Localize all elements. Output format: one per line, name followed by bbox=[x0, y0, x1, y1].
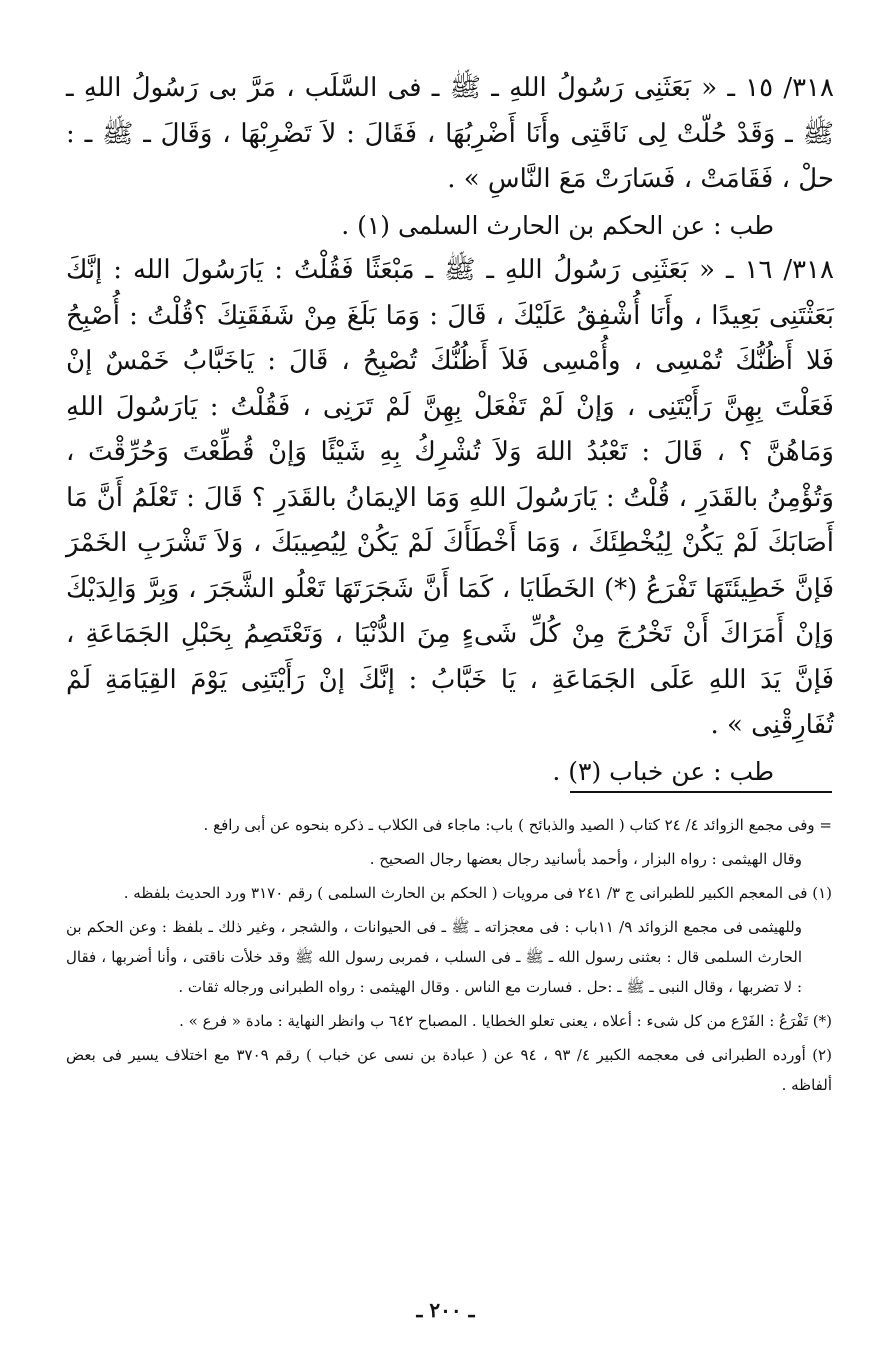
footnote-separator bbox=[570, 791, 832, 793]
footnote-1: (١) فى المعجم الكبير للطبرانى ج ٣/ ٢٤١ فى مرويات ( الحكم بن الحارث السلمى ) رقم ٣١٧٠ ورد الحديث بلفظه . bbox=[123, 884, 832, 902]
main-text bbox=[66, 66, 834, 794]
hadith-16: ٣١٨/ ١٦ ـ « بَعَثَنِى رَسُولُ اللهِ ـ ﷺ ـ مَبْعَثًا فَقُلْتُ : يَارَسُولَ الله : إنَّكَ بَعَثْتَنِى بَعِيدًا ، وأَنَا أُشْفِقُ عَلَيْكَ ، قَالَ : وَمَا بَلَغَ مِنْ شَفَقَتِكَ ؟قُلْتُ : أُصْبِحُ فَلا أَظُنُّكَ تُمْسِى ، وأُمْسِى فَلاَ أَظُنُّكَ تُصْبِحُ ، قَالَ : يَاخَبَّابُ خَمْسٌ إنْ فَعَلْتَ بِهِنَّ رَأَيْتَنِى ، وَإنْ لَمْ تَفْعَلْ بِهِنَّ لَمْ تَرَنِى ، فَقُلْتُ : يَارَسُولَ اللهِ وَمَاهُنَّ ؟ ، قَالَ : تَعْبُدُ اللهَ وَلاَ تُشْرِكُ بِهِ شَيْئًا وَإنْ قُطِّعْتَ وَحُرِّقْتَ ، وَتُؤْمِنُ بالقَدَرِ ، قُلْتُ : يَارَسُولَ اللهِ وَمَا الإيمَانُ بالقَدَرِ ؟ قَالَ : تَعْلَمُ أَنَّ مَا أَصَابَكَ لَمْ يَكُنْ لِيُخْطِئَكَ ، وَمَا أَخْطَأَكَ لَمْ يَكُنْ لِيُصِيبَكَ ، وَلاَ تَشْرَبِ الخَمْرَ فَإنَّ خَطِيئَتَهَا تَفْرَعُ (*) الخَطَايَا ، كَمَا أَنَّ شَجَرَتَهَا تَعْلُو الشَّجَرَ ، وَبِرَّ وَالِدَيْكَ وَإنْ أَمَرَاكَ أَنْ تَخْرُجَ مِنْ كُلِّ شَىءٍ مِنَ الدُّنْيَا ، وَتَعْتَصِمُ بِحَبْلِ الجَمَاعَةِ ، فَإنَّ يَدَ اللهِ عَلَى الجَمَاعَةِ ، يَا خَبَّابُ : إنَّكَ إنْ رَأَيْتَنِى يَوْمَ القِيَامَةِ لَمْ تُفَارِقْنِى » . bbox=[66, 255, 835, 740]
page-number: ـ ٢٠٠ ـ bbox=[416, 1298, 475, 1322]
hadith-15-source: طب : عن الحكم بن الحارث السلمى (١) . bbox=[341, 210, 774, 240]
footnote-1-commentary: وللهيثمى فى مجمع الزوائد ٩/ ١١باب : فى معجزاته ـ ﷺ ـ فى الحيوانات ، والشجر ، وغير ذلك ـ بلفظ : وعن الحكم بن الحارث السلمى قال : بعثنى رسول الله ـ ﷺ ـ فى السلب ، فمربى رسول الله ﷺ وقد خلأت ناقتى ، وأنا أضربها ، فقال : لا تضربها ، وقال النبى ـ ﷺ ـ :حل . فسارت مع الناس . وقال الهيثمى : رواه الطبرانى ورجاله ثقات . bbox=[66, 918, 802, 996]
footnote-continuation-1: = وفى مجمع الزوائد ٤/ ٢٤ كتاب ( الصيد والذبائح ) باب: ماجاء فى الكلاب ـ ذكره بنحوه عن أبى رافع . bbox=[203, 816, 832, 834]
hadith-16-source: طب : عن خباب (٣) . bbox=[552, 756, 774, 786]
footnotes bbox=[66, 810, 832, 1104]
footnote-continuation-2: وقال الهيثمى : رواه البزار ، وأحمد بأسانيد رجال بعضها رجال الصحيح . bbox=[369, 850, 802, 868]
footnote-2: (٢) أورده الطبرانى فى معجمه الكبير ٤/ ٩٣ ، ٩٤ عن ( عبادة بن نسى عن خباب ) رقم ٣٧٠٩ مع اختلاف يسير فى بعض ألفاظه . bbox=[66, 1046, 832, 1094]
hadith-15: ٣١٨/ ١٥ ـ « بَعَثَنِى رَسُولُ اللهِ ـ ﷺ ـ فى السَّلَب ، مَرَّ بى رَسُولُ اللهِ ـ ﷺ ـ وَقَدْ حُلّتْ لِى نَاقَتِى وأَنَا أَضْرِبُهَا ، فَقَالَ : لاَ تَضْرِبْهَا ، وَقَالَ ـ ﷺ ـ : حلْ ، فَقَامَتْ ، فَسَارَتْ مَعَ النَّاسِ » . bbox=[66, 73, 834, 194]
footnote-star: (*) تَفْرَعُ : الفَرْع من كل شىء : أعلاه ، يعنى تعلو الخطايا . المصباح ٦٤٢ ب وانظر النهاية : مادة « فرع » . bbox=[179, 1012, 832, 1030]
